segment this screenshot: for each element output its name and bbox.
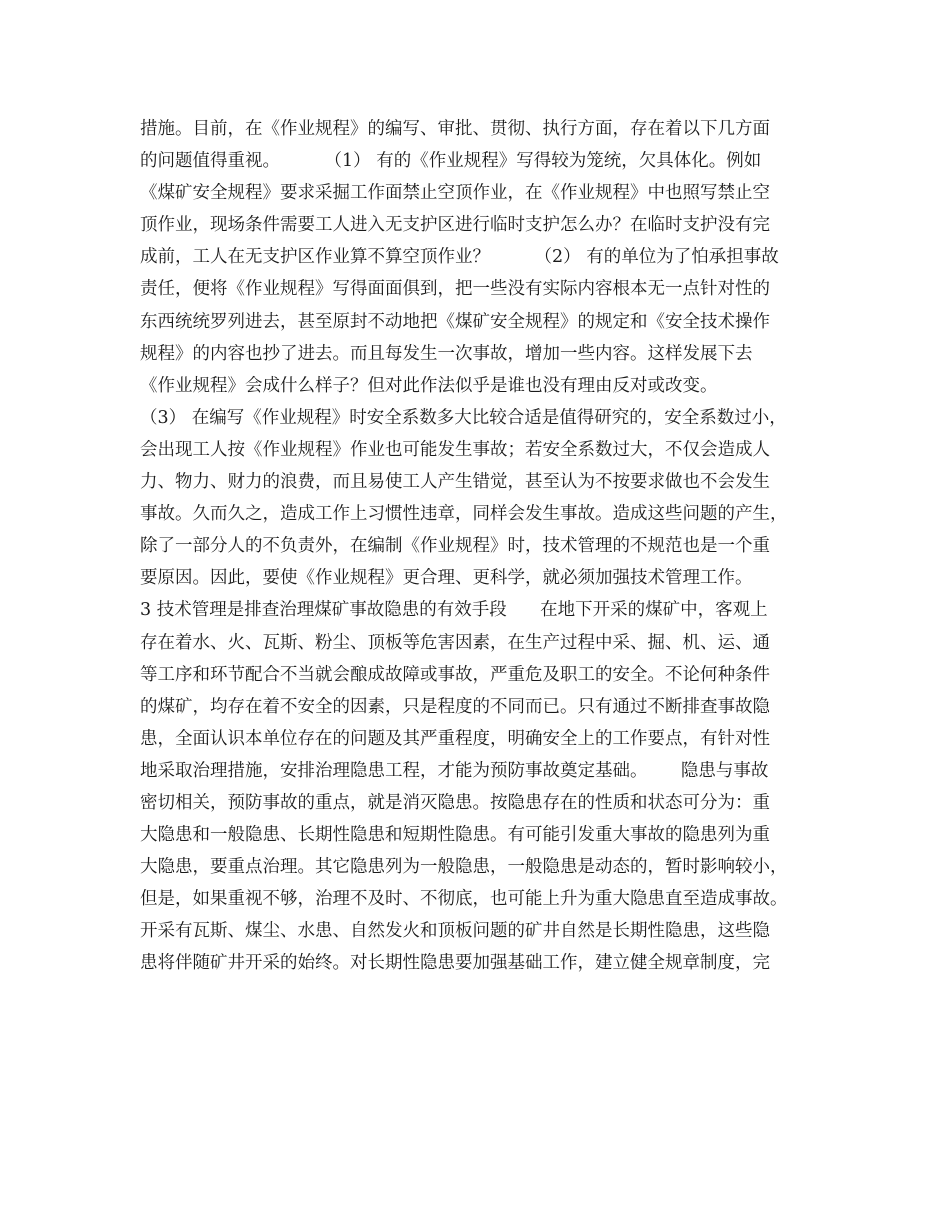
text-line: 大隐患和一般隐患、长期性隐患和短期性隐患。有可能引发重大事故的隐患列为重 [140,825,770,846]
text-line: 但是，如果重视不够，治理不及时、不彻底，也可能上升为重大隐患直至造成事故。 [140,889,788,910]
text-line: 要原因。因此，要使《作业规程》更合理、更科学，就必须加强技术管理工作。 [140,568,753,589]
text-line: 存在着水、火、瓦斯、粉尘、顶板等危害因素，在生产过程中采、掘、机、运、通 [140,632,770,653]
body-text [140,113,820,980]
text-line: 东西统统罗列进去，甚至原封不动地把《煤矿安全规程》的规定和《安全技术操作 [140,311,770,332]
text-line: 开采有瓦斯、煤尘、水患、自然发火和顶板问题的矿井自然是长期性隐患，这些隐 [140,921,770,942]
text-line: 的煤矿，均存在着不安全的因素，只是程度的不同而已。只有通过不断排查事故隐 [140,696,770,717]
text-line: 规程》的内容也抄了进去。而且每发生一次事故，增加一些内容。这样发展下去 [140,343,753,364]
text-line: 患，全面认识本单位存在的问题及其严重程度，明确安全上的工作要点，有针对性 [140,728,770,749]
text-line: 力、物力、财力的浪费，而且易使工人产生错觉，甚至认为不按要求做也不会发生 [140,472,770,493]
text-line: 事故。久而久之，造成工作上习惯性违章，同样会发生事故。造成这些问题的产生， [140,504,788,525]
text-line: 的问题值得重视。 （1） 有的《作业规程》写得较为笼统，欠具体化。例如 [140,151,762,172]
text-line: 措施。目前，在《作业规程》的编写、审批、贯彻、执行方面，存在着以下几方面 [140,119,770,139]
text-line: 顶作业，现场条件需要工人进入无支护区进行临时支护怎么办？在临时支护没有完 [140,215,770,236]
text-line: （3） 在编写《作业规程》时安全系数多大比较合适是值得研究的，安全系数过小， [140,407,787,428]
text-line: 成前，工人在无支护区作业算不算空顶作业？ （2） 有的单位为了怕承担事故 [140,247,779,268]
text-line: 《煤矿安全规程》要求采掘工作面禁止空顶作业，在《作业规程》中也照写禁止空 [140,183,770,204]
text-line: 等工序和环节配合不当就会酿成故障或事故，严重危及职工的安全。不论何种条件 [140,664,770,685]
text-line: 地采取治理措施，安排治理隐患工程，才能为预防事故奠定基础。 隐患与事故 [140,760,769,781]
text-line: 患将伴随矿井开采的始终。对长期性隐患要加强基础工作，建立健全规章制度，完 [140,953,770,974]
text-line: 除了一部分人的不负责外，在编制《作业规程》时，技术管理的不规范也是一个重 [140,536,770,557]
text-line: 《作业规程》会成什么样子？但对此作法似乎是谁也没有理由反对或改变。 [140,375,718,396]
text-line: 责任，便将《作业规程》写得面面俱到，把一些没有实际内容根本无一点针对性的 [140,279,770,300]
text-line: 3 技术管理是排查治理煤矿事故隐患的有效手段 在地下开采的煤矿中，客观上 [140,600,768,621]
text-line: 会出现工人按《作业规程》作业也可能发生事故；若安全系数过大，不仅会造成人 [140,439,770,460]
text-line: 大隐患，要重点治理。其它隐患列为一般隐患，一般隐患是动态的，暂时影响较小， [140,857,788,878]
text-line: 密切相关，预防事故的重点，就是消灭隐患。按隐患存在的性质和状态可分为：重 [140,792,770,813]
